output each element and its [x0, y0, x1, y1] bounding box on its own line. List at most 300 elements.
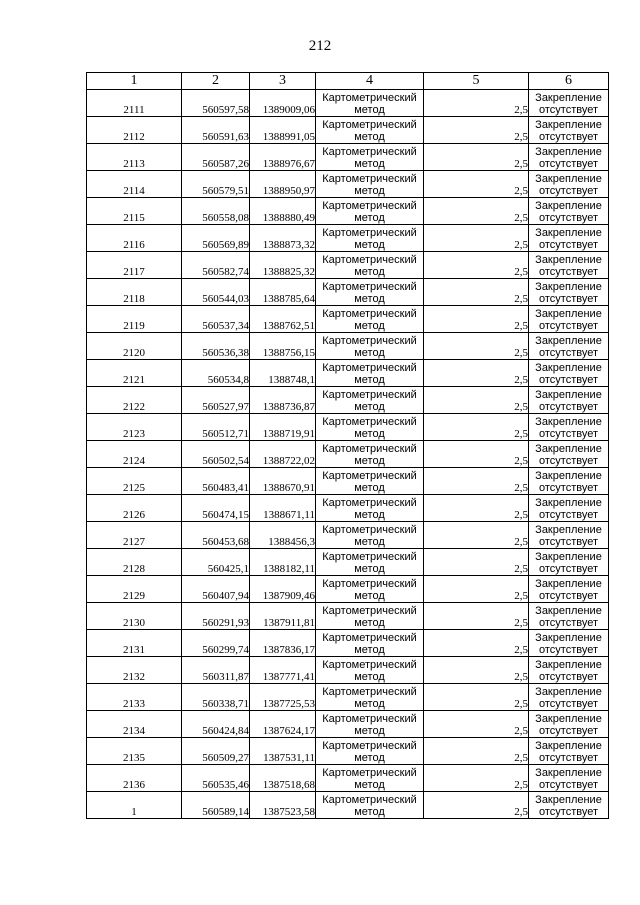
point-number-cell: 2132: [87, 657, 182, 684]
fixation-line-1: Закрепление: [535, 794, 602, 806]
point-number-cell: 2129: [87, 576, 182, 603]
method-line-1: Картометрический: [322, 713, 417, 725]
method-line-2: метод: [354, 806, 385, 818]
point-number-cell: 2112: [87, 117, 182, 144]
fixation-line-1: Закрепление: [535, 308, 602, 320]
fixation-line-2: отсутствует: [538, 698, 598, 710]
y-coordinate-cell: 1387771,41: [250, 657, 316, 684]
fixation-line-1: Закрепление: [535, 632, 602, 644]
method-cell: [316, 522, 424, 549]
column-header: 1: [87, 73, 182, 90]
table-row: [87, 360, 609, 387]
y-coordinate-cell: 1388880,49: [250, 198, 316, 225]
accuracy-cell: 2,5: [424, 198, 529, 225]
point-number-cell: 2134: [87, 711, 182, 738]
method-line-1: Картометрический: [322, 227, 417, 239]
method-cell: [316, 549, 424, 576]
fixation-cell: [529, 441, 609, 468]
x-coordinate-cell: 560338,71: [182, 684, 250, 711]
point-number-cell: 2125: [87, 468, 182, 495]
point-number-cell: 2115: [87, 198, 182, 225]
fixation-line-2: отсутствует: [538, 293, 598, 305]
point-number-cell: 2127: [87, 522, 182, 549]
fixation-line-1: Закрепление: [535, 92, 602, 104]
fixation-cell: [529, 333, 609, 360]
fixation-line-2: отсутствует: [538, 266, 598, 278]
method-line-2: метод: [354, 212, 385, 224]
fixation-line-2: отсутствует: [538, 158, 598, 170]
x-coordinate-cell: 560534,8: [182, 360, 250, 387]
y-coordinate-cell: 1387911,81: [250, 603, 316, 630]
method-cell: [316, 117, 424, 144]
accuracy-cell: 2,5: [424, 684, 529, 711]
fixation-cell: [529, 171, 609, 198]
method-cell: [316, 225, 424, 252]
method-cell: [316, 711, 424, 738]
point-number-cell: 2114: [87, 171, 182, 198]
fixation-cell: [529, 252, 609, 279]
fixation-cell: [529, 306, 609, 333]
method-cell: [316, 495, 424, 522]
column-header: 3: [250, 73, 316, 90]
y-coordinate-cell: 1387725,53: [250, 684, 316, 711]
point-number-cell: 2120: [87, 333, 182, 360]
accuracy-cell: 2,5: [424, 360, 529, 387]
fixation-cell: [529, 765, 609, 792]
method-line-2: метод: [354, 509, 385, 521]
accuracy-cell: 2,5: [424, 144, 529, 171]
table-row: [87, 576, 609, 603]
column-header: 6: [529, 73, 609, 90]
x-coordinate-cell: 560558,08: [182, 198, 250, 225]
fixation-cell: [529, 495, 609, 522]
y-coordinate-cell: 1389009,06: [250, 90, 316, 117]
method-line-2: метод: [354, 590, 385, 602]
table-row: [87, 279, 609, 306]
x-coordinate-cell: 560474,15: [182, 495, 250, 522]
accuracy-cell: 2,5: [424, 630, 529, 657]
table-row: [87, 333, 609, 360]
table-row: [87, 738, 609, 765]
point-number-cell: 2122: [87, 387, 182, 414]
fixation-cell: [529, 711, 609, 738]
method-line-2: метод: [354, 347, 385, 359]
fixation-line-2: отсутствует: [538, 752, 598, 764]
x-coordinate-cell: 560582,74: [182, 252, 250, 279]
fixation-line-1: Закрепление: [535, 362, 602, 374]
accuracy-cell: 2,5: [424, 522, 529, 549]
method-cell: [316, 144, 424, 171]
method-line-1: Картометрический: [322, 335, 417, 347]
method-line-1: Картометрический: [322, 794, 417, 806]
y-coordinate-cell: 1388182,11: [250, 549, 316, 576]
point-number-cell: 2117: [87, 252, 182, 279]
table-row: [87, 792, 609, 819]
method-line-2: метод: [354, 131, 385, 143]
point-number-cell: 2111: [87, 90, 182, 117]
method-line-2: метод: [354, 104, 385, 116]
method-line-2: метод: [354, 239, 385, 251]
x-coordinate-cell: 560407,94: [182, 576, 250, 603]
method-line-1: Картометрический: [322, 308, 417, 320]
fixation-line-2: отсутствует: [538, 725, 598, 737]
method-line-1: Картометрический: [322, 470, 417, 482]
method-cell: [316, 738, 424, 765]
accuracy-cell: 2,5: [424, 279, 529, 306]
accuracy-cell: 2,5: [424, 603, 529, 630]
fixation-line-2: отсутствует: [538, 239, 598, 251]
x-coordinate-cell: 560535,46: [182, 765, 250, 792]
method-line-1: Картометрический: [322, 740, 417, 752]
accuracy-cell: 2,5: [424, 441, 529, 468]
fixation-line-1: Закрепление: [535, 146, 602, 158]
x-coordinate-cell: 560536,38: [182, 333, 250, 360]
method-line-1: Картометрический: [322, 497, 417, 509]
method-cell: [316, 603, 424, 630]
method-line-1: Картометрический: [322, 119, 417, 131]
method-cell: [316, 333, 424, 360]
method-line-1: Картометрический: [322, 254, 417, 266]
table-row: [87, 684, 609, 711]
method-line-2: метод: [354, 185, 385, 197]
fixation-line-1: Закрепление: [535, 578, 602, 590]
method-line-1: Картометрический: [322, 146, 417, 158]
y-coordinate-cell: 1388976,67: [250, 144, 316, 171]
column-header: 2: [182, 73, 250, 90]
fixation-line-2: отсутствует: [538, 320, 598, 332]
method-line-1: Картометрический: [322, 659, 417, 671]
x-coordinate-cell: 560509,27: [182, 738, 250, 765]
fixation-line-2: отсутствует: [538, 509, 598, 521]
y-coordinate-cell: 1388950,97: [250, 171, 316, 198]
fixation-line-1: Закрепление: [535, 740, 602, 752]
accuracy-cell: 2,5: [424, 549, 529, 576]
method-cell: [316, 414, 424, 441]
method-line-2: метод: [354, 266, 385, 278]
coordinates-table: [86, 72, 609, 819]
method-line-1: Картометрический: [322, 524, 417, 536]
fixation-cell: [529, 117, 609, 144]
method-line-1: Картометрический: [322, 200, 417, 212]
table-row: [87, 414, 609, 441]
method-cell: [316, 252, 424, 279]
accuracy-cell: 2,5: [424, 657, 529, 684]
fixation-line-1: Закрепление: [535, 389, 602, 401]
method-line-1: Картометрический: [322, 173, 417, 185]
method-line-2: метод: [354, 725, 385, 737]
fixation-line-1: Закрепление: [535, 497, 602, 509]
accuracy-cell: 2,5: [424, 225, 529, 252]
fixation-line-1: Закрепление: [535, 443, 602, 455]
fixation-line-1: Закрепление: [535, 470, 602, 482]
method-line-2: метод: [354, 320, 385, 332]
column-header: 5: [424, 73, 529, 90]
fixation-cell: [529, 657, 609, 684]
fixation-cell: [529, 279, 609, 306]
method-line-2: метод: [354, 455, 385, 467]
fixation-cell: [529, 603, 609, 630]
fixation-line-1: Закрепление: [535, 119, 602, 131]
x-coordinate-cell: 560537,34: [182, 306, 250, 333]
fixation-line-1: Закрепление: [535, 416, 602, 428]
fixation-line-1: Закрепление: [535, 335, 602, 347]
fixation-line-2: отсутствует: [538, 131, 598, 143]
method-line-2: метод: [354, 752, 385, 764]
method-line-1: Картометрический: [322, 443, 417, 455]
fixation-line-2: отсутствует: [538, 212, 598, 224]
column-header: 4: [316, 73, 424, 90]
table-row: [87, 198, 609, 225]
accuracy-cell: 2,5: [424, 171, 529, 198]
fixation-cell: [529, 792, 609, 819]
point-number-cell: 1: [87, 792, 182, 819]
x-coordinate-cell: 560483,41: [182, 468, 250, 495]
method-line-1: Картометрический: [322, 632, 417, 644]
fixation-cell: [529, 144, 609, 171]
fixation-line-2: отсутствует: [538, 374, 598, 386]
fixation-line-1: Закрепление: [535, 524, 602, 536]
fixation-line-1: Закрепление: [535, 659, 602, 671]
point-number-cell: 2133: [87, 684, 182, 711]
fixation-line-2: отсутствует: [538, 671, 598, 683]
y-coordinate-cell: 1387531,11: [250, 738, 316, 765]
fixation-line-2: отсутствует: [538, 617, 598, 629]
point-number-cell: 2116: [87, 225, 182, 252]
method-line-2: метод: [354, 698, 385, 710]
fixation-line-1: Закрепление: [535, 686, 602, 698]
table-row: [87, 90, 609, 117]
fixation-line-1: Закрепление: [535, 281, 602, 293]
fixation-line-1: Закрепление: [535, 254, 602, 266]
x-coordinate-cell: 560299,74: [182, 630, 250, 657]
x-coordinate-cell: 560311,87: [182, 657, 250, 684]
table-row: [87, 171, 609, 198]
y-coordinate-cell: 1388991,05: [250, 117, 316, 144]
table-row: [87, 630, 609, 657]
y-coordinate-cell: 1388671,11: [250, 495, 316, 522]
method-line-1: Картометрический: [322, 416, 417, 428]
point-number-cell: 2136: [87, 765, 182, 792]
point-number-cell: 2121: [87, 360, 182, 387]
method-cell: [316, 171, 424, 198]
fixation-cell: [529, 522, 609, 549]
method-cell: [316, 198, 424, 225]
y-coordinate-cell: 1388825,32: [250, 252, 316, 279]
point-number-cell: 2113: [87, 144, 182, 171]
table-row: [87, 252, 609, 279]
accuracy-cell: 2,5: [424, 387, 529, 414]
point-number-cell: 2130: [87, 603, 182, 630]
fixation-cell: [529, 468, 609, 495]
fixation-cell: [529, 630, 609, 657]
accuracy-cell: 2,5: [424, 414, 529, 441]
method-line-1: Картометрический: [322, 389, 417, 401]
table-row: [87, 603, 609, 630]
method-line-1: Картометрический: [322, 686, 417, 698]
method-line-1: Картометрический: [322, 551, 417, 563]
method-line-2: метод: [354, 158, 385, 170]
accuracy-cell: 2,5: [424, 738, 529, 765]
table-row: [87, 306, 609, 333]
method-line-1: Картометрический: [322, 281, 417, 293]
x-coordinate-cell: 560425,1: [182, 549, 250, 576]
fixation-line-2: отсутствует: [538, 563, 598, 575]
point-number-cell: 2119: [87, 306, 182, 333]
accuracy-cell: 2,5: [424, 495, 529, 522]
table-row: [87, 549, 609, 576]
table-row: [87, 468, 609, 495]
method-cell: [316, 630, 424, 657]
accuracy-cell: 2,5: [424, 90, 529, 117]
method-line-1: Картометрический: [322, 92, 417, 104]
fixation-line-2: отсутствует: [538, 644, 598, 656]
method-line-1: Картометрический: [322, 578, 417, 590]
table-row: [87, 765, 609, 792]
fixation-line-2: отсутствует: [538, 806, 598, 818]
y-coordinate-cell: 1388722,02: [250, 441, 316, 468]
x-coordinate-cell: 560502,54: [182, 441, 250, 468]
y-coordinate-cell: 1388756,15: [250, 333, 316, 360]
accuracy-cell: 2,5: [424, 576, 529, 603]
method-cell: [316, 441, 424, 468]
y-coordinate-cell: 1387624,17: [250, 711, 316, 738]
accuracy-cell: 2,5: [424, 117, 529, 144]
y-coordinate-cell: 1387518,68: [250, 765, 316, 792]
fixation-cell: [529, 90, 609, 117]
y-coordinate-cell: 1387909,46: [250, 576, 316, 603]
y-coordinate-cell: 1388785,64: [250, 279, 316, 306]
method-cell: [316, 684, 424, 711]
method-cell: [316, 468, 424, 495]
table-row: [87, 117, 609, 144]
table-row: [87, 387, 609, 414]
x-coordinate-cell: 560589,14: [182, 792, 250, 819]
method-cell: [316, 306, 424, 333]
method-cell: [316, 765, 424, 792]
fixation-line-1: Закрепление: [535, 605, 602, 617]
point-number-cell: 2124: [87, 441, 182, 468]
fixation-line-2: отсутствует: [538, 104, 598, 116]
fixation-line-1: Закрепление: [535, 551, 602, 563]
x-coordinate-cell: 560591,63: [182, 117, 250, 144]
table-row: [87, 711, 609, 738]
fixation-line-2: отсутствует: [538, 347, 598, 359]
point-number-cell: 2123: [87, 414, 182, 441]
fixation-cell: [529, 576, 609, 603]
table-row: [87, 225, 609, 252]
accuracy-cell: 2,5: [424, 252, 529, 279]
fixation-line-1: Закрепление: [535, 227, 602, 239]
table-row: [87, 144, 609, 171]
method-line-2: метод: [354, 536, 385, 548]
page-number: 212: [308, 38, 332, 54]
method-line-1: Картометрический: [322, 605, 417, 617]
x-coordinate-cell: 560544,03: [182, 279, 250, 306]
y-coordinate-cell: 1387523,58: [250, 792, 316, 819]
accuracy-cell: 2,5: [424, 711, 529, 738]
y-coordinate-cell: 1387836,17: [250, 630, 316, 657]
fixation-cell: [529, 198, 609, 225]
fixation-line-1: Закрепление: [535, 713, 602, 725]
fixation-line-1: Закрепление: [535, 200, 602, 212]
y-coordinate-cell: 1388873,32: [250, 225, 316, 252]
x-coordinate-cell: 560453,68: [182, 522, 250, 549]
accuracy-cell: 2,5: [424, 468, 529, 495]
x-coordinate-cell: 560512,71: [182, 414, 250, 441]
fixation-line-2: отсутствует: [538, 590, 598, 602]
method-line-2: метод: [354, 563, 385, 575]
method-cell: [316, 576, 424, 603]
table-row: [87, 657, 609, 684]
method-cell: [316, 792, 424, 819]
accuracy-cell: 2,5: [424, 765, 529, 792]
fixation-line-1: Закрепление: [535, 173, 602, 185]
method-line-2: метод: [354, 617, 385, 629]
method-line-1: Картометрический: [322, 362, 417, 374]
y-coordinate-cell: 1388719,91: [250, 414, 316, 441]
fixation-cell: [529, 387, 609, 414]
fixation-line-2: отсутствует: [538, 401, 598, 413]
y-coordinate-cell: 1388670,91: [250, 468, 316, 495]
accuracy-cell: 2,5: [424, 306, 529, 333]
point-number-cell: 2135: [87, 738, 182, 765]
table-row: [87, 522, 609, 549]
x-coordinate-cell: 560527,97: [182, 387, 250, 414]
accuracy-cell: 2,5: [424, 792, 529, 819]
table-row: [87, 495, 609, 522]
fixation-cell: [529, 225, 609, 252]
point-number-cell: 2131: [87, 630, 182, 657]
table-row: [87, 441, 609, 468]
y-coordinate-cell: 1388762,51: [250, 306, 316, 333]
method-cell: [316, 360, 424, 387]
method-line-2: метод: [354, 482, 385, 494]
x-coordinate-cell: 560424,84: [182, 711, 250, 738]
accuracy-cell: 2,5: [424, 333, 529, 360]
method-cell: [316, 387, 424, 414]
table-header-row: [87, 73, 609, 90]
method-line-2: метод: [354, 293, 385, 305]
method-cell: [316, 90, 424, 117]
point-number-cell: 2128: [87, 549, 182, 576]
y-coordinate-cell: 1388456,3: [250, 522, 316, 549]
fixation-line-2: отсутствует: [538, 428, 598, 440]
y-coordinate-cell: 1388736,87: [250, 387, 316, 414]
fixation-cell: [529, 549, 609, 576]
fixation-line-1: Закрепление: [535, 767, 602, 779]
x-coordinate-cell: 560569,89: [182, 225, 250, 252]
method-line-2: метод: [354, 428, 385, 440]
fixation-line-2: отсутствует: [538, 482, 598, 494]
x-coordinate-cell: 560579,51: [182, 171, 250, 198]
method-cell: [316, 657, 424, 684]
method-line-2: метод: [354, 401, 385, 413]
method-line-2: метод: [354, 779, 385, 791]
point-number-cell: 2126: [87, 495, 182, 522]
y-coordinate-cell: 1388748,1: [250, 360, 316, 387]
fixation-cell: [529, 414, 609, 441]
method-line-2: метод: [354, 644, 385, 656]
fixation-line-2: отсутствует: [538, 455, 598, 467]
fixation-cell: [529, 738, 609, 765]
fixation-line-2: отсутствует: [538, 536, 598, 548]
method-cell: [316, 279, 424, 306]
fixation-cell: [529, 684, 609, 711]
fixation-line-2: отсутствует: [538, 185, 598, 197]
method-line-1: Картометрический: [322, 767, 417, 779]
method-line-2: метод: [354, 671, 385, 683]
x-coordinate-cell: 560291,93: [182, 603, 250, 630]
